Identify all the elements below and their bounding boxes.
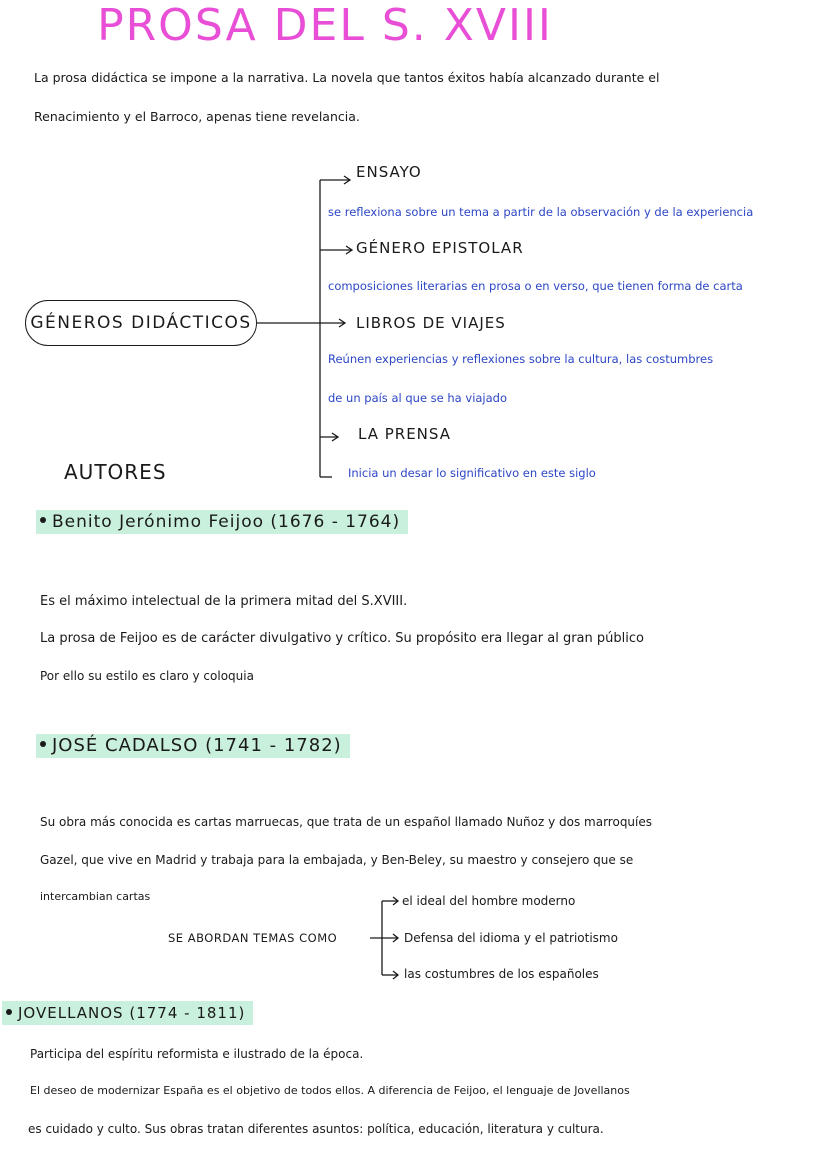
intro-line-1: La prosa didáctica se impone a la narrativa. La novela que tantos éxitos había alcanzado durante el — [34, 70, 660, 85]
cadalso-line-2: Gazel, que vive en Madrid y trabaja para la embajada, y Ben-Beley, su maestro y consejero que se — [40, 853, 634, 867]
genre-viajes: LIBROS DE VIAJES — [356, 314, 506, 332]
author-heading-jovellanos — [2, 1001, 253, 1025]
arrow-head-prensa — [332, 433, 338, 441]
genre-viajes-desc-2: de un país al que se ha viajado — [328, 391, 508, 405]
bullet-icon — [40, 517, 46, 523]
cadalso-theme-1: el ideal del hombre moderno — [402, 894, 576, 908]
arrow-head-theme-2 — [393, 934, 398, 942]
genre-ensayo-desc: se reflexiona sobre un tema a partir de la observación y de la experiencia — [328, 205, 754, 219]
author-heading-feijoo — [36, 510, 408, 534]
bullet-icon — [40, 741, 46, 747]
cadalso-theme-3: las costumbres de los españoles — [404, 967, 599, 981]
genre-ensayo: ENSAYO — [356, 163, 422, 181]
genre-prensa-desc: Inicia un desar lo significativo en este siglo — [348, 466, 596, 480]
author-heading-cadalso — [36, 734, 350, 758]
feijoo-line-1: Es el máximo intelectual de la primera mitad del S.XVIII. — [40, 594, 408, 609]
author-heading-cadalso-text: JOSÉ CADALSO (1741 - 1782) — [52, 735, 342, 756]
cadalso-line-1: Su obra más conocida es cartas marruecas, que trata de un español llamado Nuñoz y dos marroquíes — [40, 815, 653, 829]
feijoo-line-3: Por ello su estilo es claro y coloquia — [40, 669, 254, 683]
arrow-head-theme-1 — [393, 897, 398, 905]
genre-epistolar: GÉNERO EPISTOLAR — [356, 239, 524, 257]
jovellanos-line-1: Participa del espíritu reformista e ilustrado de la época. — [30, 1047, 364, 1061]
diagram-root-node: GÉNEROS DIDÁCTICOS — [25, 300, 257, 346]
cadalso-line-3: intercambian cartas — [40, 890, 151, 903]
author-heading-jovellanos-text: JOVELLANOS (1774 - 1811) — [18, 1004, 246, 1022]
arrow-head-theme-3 — [393, 971, 398, 979]
genre-epistolar-desc: composiciones literarias en prosa o en verso, que tienen forma de carta — [328, 279, 743, 293]
cadalso-theme-2: Defensa del idioma y el patriotismo — [404, 931, 618, 945]
jovellanos-line-3: es cuidado y culto. Sus obras tratan diferentes asuntos: política, educación, literatura y cultura. — [28, 1122, 604, 1136]
author-heading-feijoo-text: Benito Jerónimo Feijoo (1676 - 1764) — [52, 512, 401, 532]
feijoo-line-2: La prosa de Feijoo es de carácter divulgativo y crítico. Su propósito era llegar al gran público — [40, 631, 644, 646]
cadalso-themes-label: SE ABORDAN TEMAS COMO — [168, 931, 338, 945]
jovellanos-line-2: El deseo de modernizar España es el objetivo de todos ellos. A diferencia de Feijoo, el lenguaje de Jovellanos — [30, 1084, 630, 1097]
intro-line-2: Renacimiento y el Barroco, apenas tiene revelancia. — [34, 109, 360, 124]
arrow-head-viajes — [339, 319, 345, 327]
page-title: PROSA DEL S. XVIII — [97, 0, 553, 51]
arrow-head-ensayo — [344, 176, 350, 184]
autores-heading: AUTORES — [64, 460, 167, 484]
arrow-head-epistolar — [346, 246, 352, 254]
bullet-icon — [6, 1009, 12, 1015]
genre-prensa: LA PRENSA — [358, 425, 451, 443]
genre-viajes-desc-1: Reúnen experiencias y reflexiones sobre la cultura, las costumbres — [328, 352, 714, 366]
